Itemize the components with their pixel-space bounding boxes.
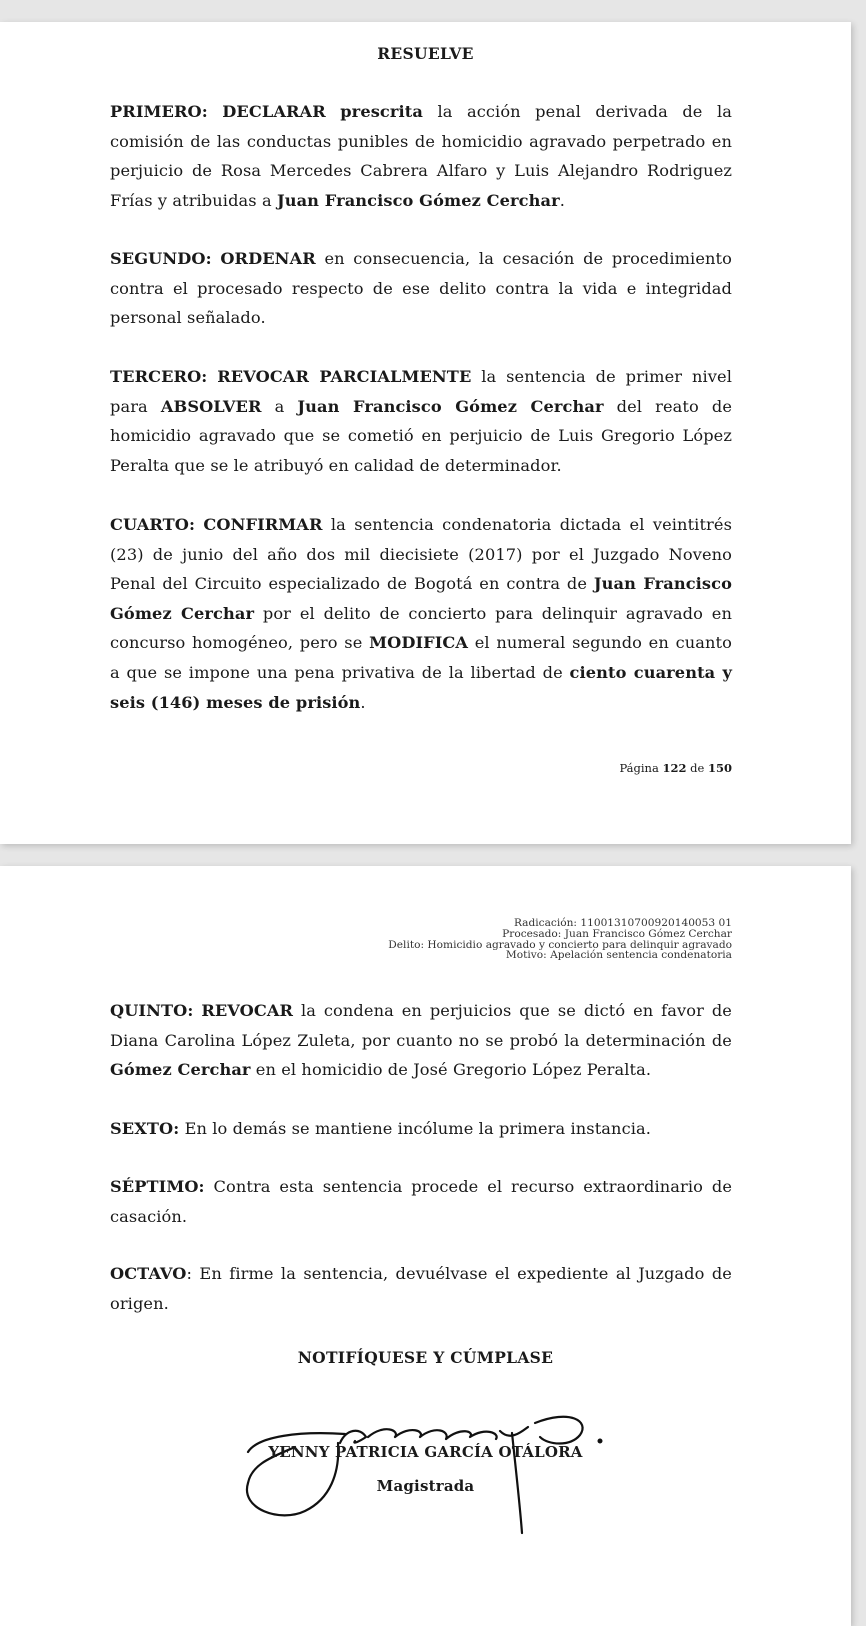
signer-name: YENNY PATRICIA GARCÍA OTÁLORA: [268, 1443, 583, 1461]
primero-end: .: [559, 190, 565, 210]
tercero-verb: REVOCAR PARCIALMENTE: [217, 367, 472, 386]
paragraph-septimo: [110, 1172, 732, 1231]
cuarto-penalty: ciento cuarenta y seis (146) meses de prisión: [110, 662, 732, 712]
paragraph-sexto: [110, 1114, 732, 1144]
quinto-name: Gómez Cerchar: [110, 1060, 251, 1080]
primero-text: la acción penal derivada de la comisión de las conductas punibles de homicidio agravado perpetrado en perjuicio de Rosa Mercedes Cabrera Alfaro y Luis Alejandro Rodriguez Frías y atribuidas a: [110, 102, 732, 210]
segundo-text: en consecuencia, la cesación de procedimiento contra el procesado respecto de ese delito contra la vida e integridad personal señalado.: [110, 249, 732, 328]
page-number-prefix: Página: [619, 761, 659, 775]
quinto-label: QUINTO:: [110, 1001, 194, 1020]
septimo-text: Contra esta sentencia procede el recurso extraordinario de casación.: [110, 1177, 732, 1226]
case-metadata: [388, 918, 732, 961]
signer-title: Magistrada: [376, 1477, 475, 1495]
cuarto-text1: la sentencia condenatoria dictada el veintitrés (23) de junio del año dos mil diecisiete (2017) por el Juzgado Noveno Penal del Circuito especializado de Bogotá en contra de: [110, 515, 732, 594]
tercero-label: TERCERO:: [110, 367, 208, 386]
cuarto-text2: por el delito de concierto para delinquir agravado en concurso homogéneo, pero se: [110, 603, 732, 653]
primero-verb2: prescrita: [340, 102, 423, 121]
paragraph-primero: [110, 97, 732, 215]
meta-delito: Delito: Homicidio agravado y concierto para delinquir agravado: [388, 938, 732, 951]
octavo-label: OCTAVO: [110, 1264, 187, 1283]
sexto-label: SEXTO:: [110, 1119, 180, 1138]
paragraph-octavo: [110, 1259, 732, 1318]
octavo-text: : En firme la sentencia, devuélvase el expediente al Juzgado de origen.: [110, 1264, 732, 1313]
paragraph-segundo: [110, 244, 732, 333]
septimo-label: SÉPTIMO:: [110, 1177, 205, 1196]
sexto-text: En lo demás se mantiene incólume la primera instancia.: [184, 1119, 652, 1138]
document-page-122: [0, 22, 851, 844]
signature-block: [0, 1401, 851, 1621]
tercero-verb2: ABSOLVER: [160, 396, 262, 416]
cuarto-verb2: MODIFICA: [369, 633, 469, 653]
segundo-label: SEGUNDO:: [110, 249, 212, 268]
closing-heading: NOTIFÍQUESE Y CÚMPLASE: [297, 1348, 554, 1367]
cuarto-end: .: [360, 692, 366, 712]
cuarto-verb: CONFIRMAR: [203, 515, 323, 534]
tercero-text3: del reato de homicidio agravado que se cometió en perjuicio de Luis Gregorio López Peralta que se le atribuyó en calidad de determinador.: [110, 396, 733, 475]
tercero-text1: la sentencia de primer nivel para: [110, 367, 733, 416]
paragraph-quinto: [110, 996, 732, 1085]
tercero-name: Juan Francisco Gómez Cerchar: [297, 396, 604, 416]
handwritten-signature: [0, 1401, 851, 1621]
page-number-total: 150: [707, 761, 732, 775]
cuarto-name: Juan Francisco Gómez Cerchar: [110, 574, 732, 623]
meta-radicacion: Radicación: 11001310700920140053 01: [513, 917, 732, 929]
primero-verb: DECLARAR: [222, 102, 326, 121]
primero-name: Juan Francisco Gómez Cerchar: [276, 190, 560, 210]
page-number: [619, 761, 732, 775]
page-number-sep: de: [690, 761, 705, 775]
meta-motivo: Motivo: Apelación sentencia condenatoria: [505, 949, 732, 962]
page-number-current: 122: [662, 761, 687, 775]
paragraph-cuarto: [110, 510, 732, 717]
quinto-text1: la condena en perjuicios que se dictó en favor de Diana Carolina López Zuleta, por cuanto no se probó la determinación de: [110, 1001, 732, 1050]
resuelve-heading: RESUELVE: [377, 44, 474, 63]
quinto-text2: en el homicidio de José Gregorio López Peralta.: [255, 1060, 652, 1080]
tercero-text2: a: [274, 396, 285, 416]
paragraph-tercero: [110, 362, 732, 480]
cuarto-label: CUARTO:: [110, 515, 196, 534]
primero-label: PRIMERO:: [110, 102, 208, 121]
meta-procesado: Procesado: Juan Francisco Gómez Cerchar: [502, 927, 732, 940]
cuarto-text3: el numeral segundo en cuanto a que se impone una pena privativa de la libertad de: [110, 633, 732, 682]
segundo-verb: ORDENAR: [220, 249, 316, 268]
document-page-123: [0, 866, 851, 1626]
quinto-verb: REVOCAR: [201, 1001, 294, 1020]
